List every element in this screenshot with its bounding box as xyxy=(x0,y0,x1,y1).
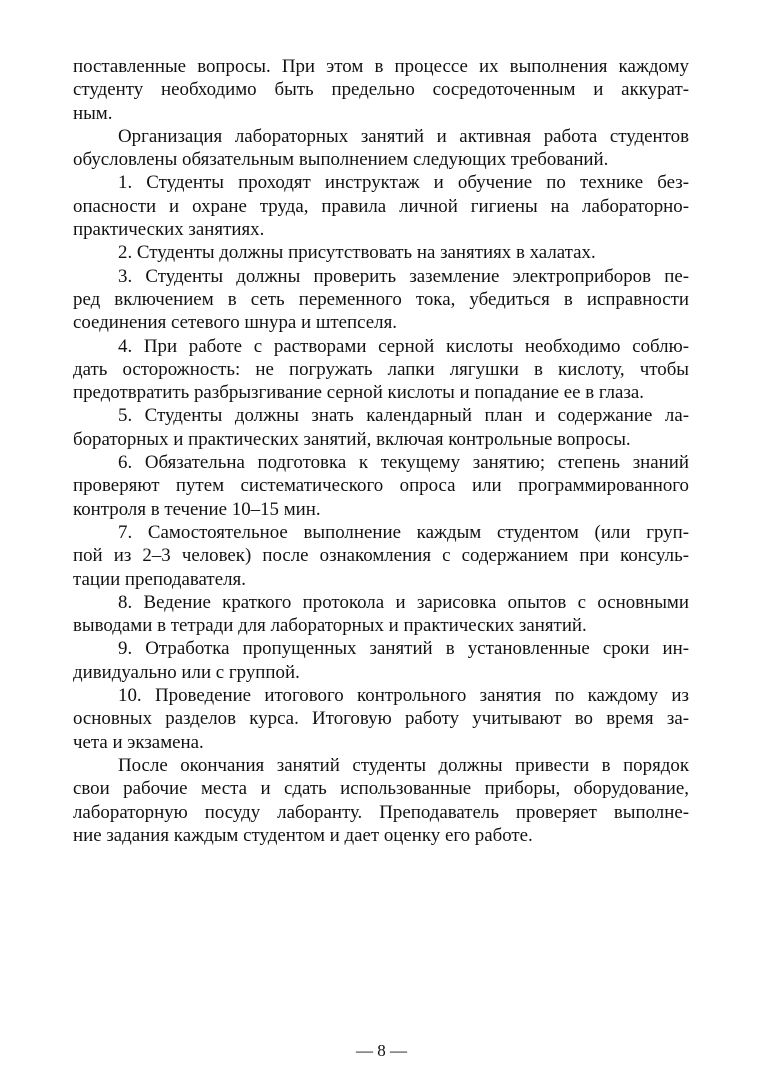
text-line: 5. Студенты должны знать календарный план и содержание ла- xyxy=(118,405,689,427)
text-line: 3. Студенты должны проверить заземление электроприборов пе- xyxy=(118,265,689,287)
text-line: соединения сетевого шнура и штепселя. xyxy=(73,312,397,334)
text-line: проверяют путем систематического опроса или программированного xyxy=(73,475,689,497)
text-line: ние задания каждым студентом и дает оценку его работе. xyxy=(73,824,533,846)
text-line: 7. Самостоятельное выполнение каждым студентом (или груп- xyxy=(118,521,689,543)
text-line: лабораторную посуду лаборанту. Преподаватель проверяет выполне- xyxy=(73,801,689,823)
text-line: ред включением в сеть переменного тока, убедиться в исправности xyxy=(73,288,689,310)
paragraph xyxy=(73,754,689,847)
paragraph xyxy=(73,684,689,754)
paragraph xyxy=(73,241,689,264)
text-line: 10. Проведение итогового контрольного занятия по каждому из xyxy=(118,685,689,707)
text-line: Организация лабораторных занятий и активная работа студентов xyxy=(118,125,689,147)
text-line: выводами в тетради для лабораторных и практических занятий. xyxy=(73,615,587,637)
text-line: поставленные вопросы. При этом в процессе их выполнения каждому xyxy=(73,56,689,77)
paragraph xyxy=(73,335,689,405)
paragraph xyxy=(73,451,689,521)
text-line: 4. При работе с растворами серной кислоты необходимо соблю- xyxy=(118,335,689,357)
text-line: 2. Студенты должны присутствовать на занятиях в халатах. xyxy=(118,242,596,264)
paragraph xyxy=(73,55,689,125)
text-line: опасности и охране труда, правила личной гигиены на лабораторно- xyxy=(73,195,689,217)
page-number: — 8 — xyxy=(356,1041,407,1060)
text-line: предотвратить разбрызгивание серной кислоты и попадание ее в глаза. xyxy=(73,382,645,404)
text-line: студенту необходимо быть предельно сосредоточенным и аккурат- xyxy=(73,79,689,101)
text-line: чета и экзамена. xyxy=(73,731,204,753)
text-line: дивидуально или с группой. xyxy=(73,661,300,683)
text-line: практических занятиях. xyxy=(73,219,265,241)
paragraph xyxy=(73,521,689,591)
paragraph xyxy=(73,265,689,335)
paragraph xyxy=(73,404,689,451)
text-line: ным. xyxy=(73,102,113,124)
text-line: бораторных и практических занятий, включая контрольные вопросы. xyxy=(73,428,631,450)
text-line: 6. Обязательна подготовка к текущему занятию; степень знаний xyxy=(118,452,689,474)
paragraph xyxy=(73,171,689,241)
body-text xyxy=(73,55,689,847)
text-line: обусловлены обязательным выполнением следующих требований. xyxy=(73,149,609,171)
text-line: основных разделов курса. Итоговую работу учитывают во время за- xyxy=(73,708,689,730)
text-line: тации преподавателя. xyxy=(73,568,246,590)
text-line: контроля в течение 10–15 мин. xyxy=(73,498,321,520)
text-line: пой из 2–3 человек) после ознакомления с содержанием при консуль- xyxy=(73,545,689,567)
text-line: 8. Ведение краткого протокола и зарисовка опытов с основными xyxy=(118,591,689,613)
paragraph xyxy=(73,637,689,684)
text-line: дать осторожность: не погружать лапки лягушки в кислоту, чтобы xyxy=(73,358,689,380)
text-line: свои рабочие места и сдать использованные приборы, оборудование, xyxy=(73,778,689,800)
paragraph xyxy=(73,125,689,172)
paragraph xyxy=(73,591,689,638)
text-line: 1. Студенты проходят инструктаж и обучение по технике без- xyxy=(118,172,689,194)
text-line: 9. Отработка пропущенных занятий в установленные сроки ин- xyxy=(118,638,689,660)
text-line: После окончания занятий студенты должны привести в порядок xyxy=(118,754,689,776)
